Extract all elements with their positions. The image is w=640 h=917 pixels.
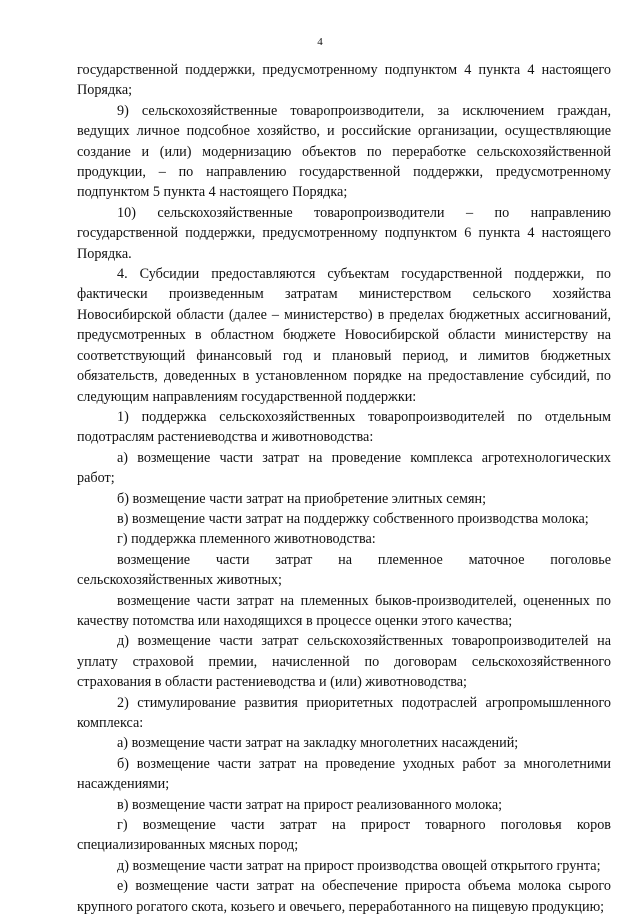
document-body: [77, 60, 611, 917]
paragraph: 1) поддержка сельскохозяйственных товаропроизводителей по отдельным подотраслям растениеводства и животноводства:: [77, 408, 611, 446]
paragraph: б) возмещение части затрат на проведение уходных работ за многолетними насаждениями;: [77, 755, 611, 793]
paragraph: д) возмещение части затрат сельскохозяйственных товаропроизводителей на уплату страховой премии, начисленной по договорам сельскохозяйственного страхования в области растениеводства и (или) животноводства;: [77, 633, 611, 691]
paragraph: возмещение части затрат на племенных быков-производителей, оцененных по качеству потомства или находящихся в процессе оценки этого качества;: [77, 592, 611, 629]
paragraph: 10) сельскохозяйственные товаропроизводители – по направлению государственной поддержки, предусмотренному подпунктом 6 пункта 4 настоящего Порядка.: [77, 204, 611, 262]
paragraph: д) возмещение части затрат на прирост производства овощей открытого грунта;: [117, 857, 601, 874]
paragraph: 2) стимулирование развития приоритетных подотраслей агропромышленного комплекса:: [77, 694, 611, 731]
paragraph: а) возмещение части затрат на проведение комплекса агротехнологических работ;: [77, 449, 611, 487]
paragraph: 4. Субсидии предоставляются субъектам государственной поддержки, по фактически произведенным затратам министерством сельского хозяйства Новосибирской области (далее – министерство) в пределах бюджетных ассигнований, предусмотренных в областном бюджете Новосибирской области министерству на соответствующий финансовый год и плановый период, и лимитов бюджетных обязательств, доведенных в установленном порядке на предоставление субсидий, по следующим направлениям государственной поддержки:: [77, 266, 611, 405]
paragraph: государственной поддержки, предусмотренному подпунктом 4 пункта 4 настоящего Порядка;: [77, 62, 611, 99]
paragraph: г) возмещение части затрат на прирост товарного поголовья коров специализированных мясных пород;: [77, 817, 611, 854]
paragraph: е) возмещение части затрат на обеспечение прироста объема молока сырого крупного рогатого скота, козьего и овечьего, переработанного на пищевую продукцию;: [77, 878, 611, 915]
paragraph: б) возмещение части затрат на приобретение элитных семян;: [117, 490, 487, 507]
paragraph: а) возмещение части затрат на закладку многолетних насаждений;: [117, 735, 519, 752]
page-number: 4: [317, 36, 323, 48]
paragraph: в) возмещение части затрат на прирост реализованного молока;: [117, 796, 503, 813]
paragraph: 9) сельскохозяйственные товаропроизводители, за исключением граждан, ведущих личное подсобное хозяйство, и российские организации, осуществляющие создание и (или) модернизацию объектов по переработке сельскохозяйственной продукции, – по направлению государственной поддержки, предусмотренному подпунктом 5 пункта 4 настоящего Порядка;: [77, 102, 611, 201]
paragraph: г) поддержка племенного животноводства:: [117, 531, 376, 548]
paragraph: в) возмещение части затрат на поддержку собственного производства молока;: [117, 510, 589, 527]
paragraph: возмещение части затрат на племенное маточное поголовье сельскохозяйственных животных;: [77, 551, 611, 589]
